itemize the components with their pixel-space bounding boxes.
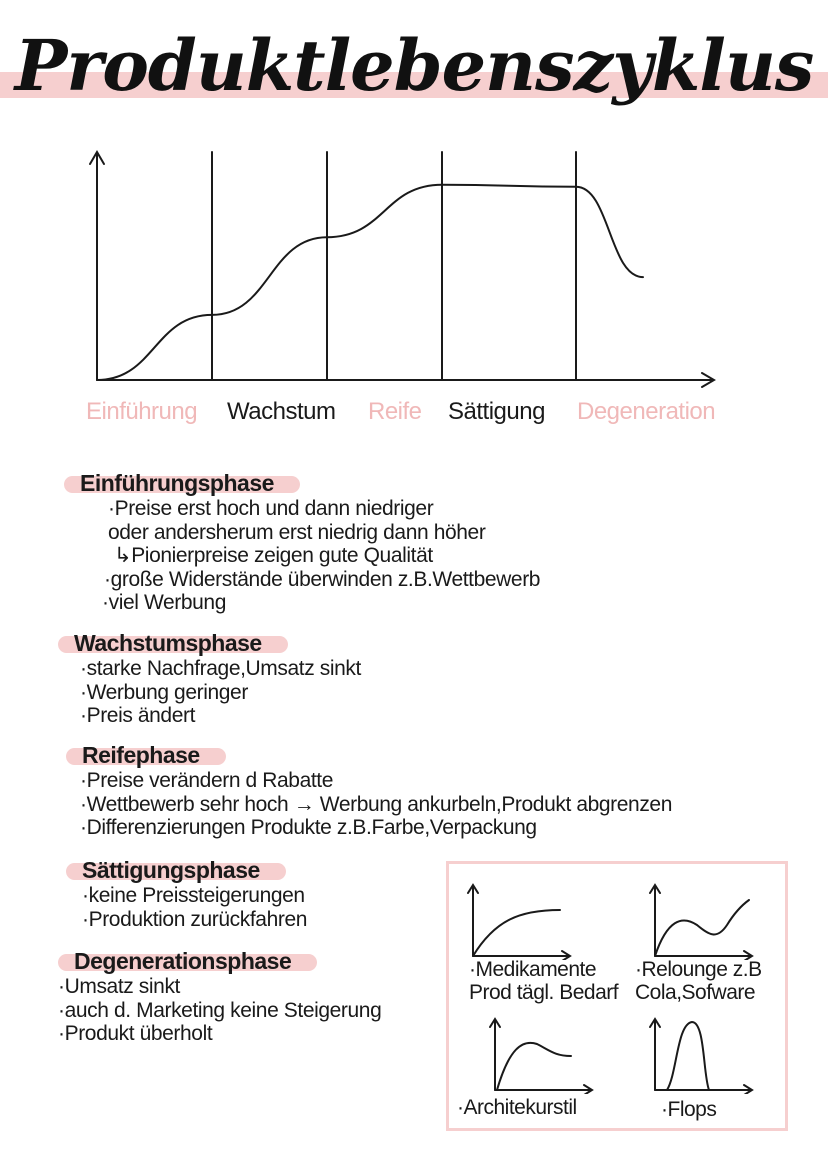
lifecycle-curve: [97, 185, 643, 380]
list-item: ·Preis ändert: [80, 704, 196, 727]
phase-label-saettigung: Sättigung: [448, 398, 545, 425]
list-item: ·Differenzierungen Produkte z.B.Farbe,Verpackung: [80, 816, 537, 839]
section-title: Reifephase: [66, 742, 216, 769]
list-item: ·große Widerstände überwinden z.B.Wettbewerb: [104, 567, 541, 591]
example-label-medikamente: ·Medikamente Prod tägl. Bedarf: [469, 958, 619, 1004]
list-item: ·Produkt überholt: [58, 1022, 213, 1045]
list-item: ·Werbung geringer: [80, 680, 248, 704]
example-chart-flops: [647, 1014, 757, 1094]
list-item: ↳Pionierpreise zeigen gute Qualität: [114, 544, 433, 567]
list-item: ·Produktion zurückfahren: [82, 907, 308, 931]
page-title: Produktlebenszyklus: [14, 24, 814, 107]
list-item: ·Preise verändern d Rabatte: [80, 769, 334, 792]
section-title: Wachstumsphase: [58, 630, 278, 657]
list-item: ·Preise erst hoch und dann niedriger: [108, 497, 434, 520]
example-label-relounge: ·Relounge z.B Cola,Sofware: [635, 958, 762, 1004]
list-item: ·Wettbewerb sehr hoch → Werbung ankurbeln,Produkt abgrenzen: [80, 792, 672, 816]
section-title: Degenerationsphase: [58, 948, 307, 975]
list-item: ·auch d. Marketing keine Steigerung: [58, 998, 382, 1022]
list-item: ·starke Nachfrage,Umsatz sinkt: [80, 657, 361, 680]
section-wachstum: [58, 630, 828, 728]
example-label-flops: ·Flops: [661, 1098, 717, 1121]
example-chart-architekurstil: [487, 1014, 597, 1094]
phase-label-degeneration: Degeneration: [577, 398, 716, 425]
section-title: Sättigungsphase: [66, 857, 276, 884]
section-einfuehrung: [64, 470, 828, 615]
example-chart-medikamente: [465, 880, 575, 960]
section-reife: [66, 742, 828, 840]
list-item: oder andersherum erst niedrig dann höher: [108, 520, 486, 544]
section-title: Einführungsphase: [64, 470, 290, 497]
lifecycle-chart: [0, 140, 828, 390]
list-item: ·viel Werbung: [102, 591, 226, 614]
examples-box: [446, 861, 788, 1131]
phase-label-reife: Reife: [368, 398, 422, 425]
phase-label-einfuehrung: Einführung: [86, 398, 198, 425]
list-item: ·Umsatz sinkt: [58, 975, 180, 998]
list-item: ·keine Preissteigerungen: [82, 884, 305, 907]
example-label-architekurstil: ·Architekurstil: [457, 1096, 577, 1119]
phase-label-wachstum: Wachstum: [227, 398, 336, 425]
example-chart-relounge: [647, 880, 757, 960]
